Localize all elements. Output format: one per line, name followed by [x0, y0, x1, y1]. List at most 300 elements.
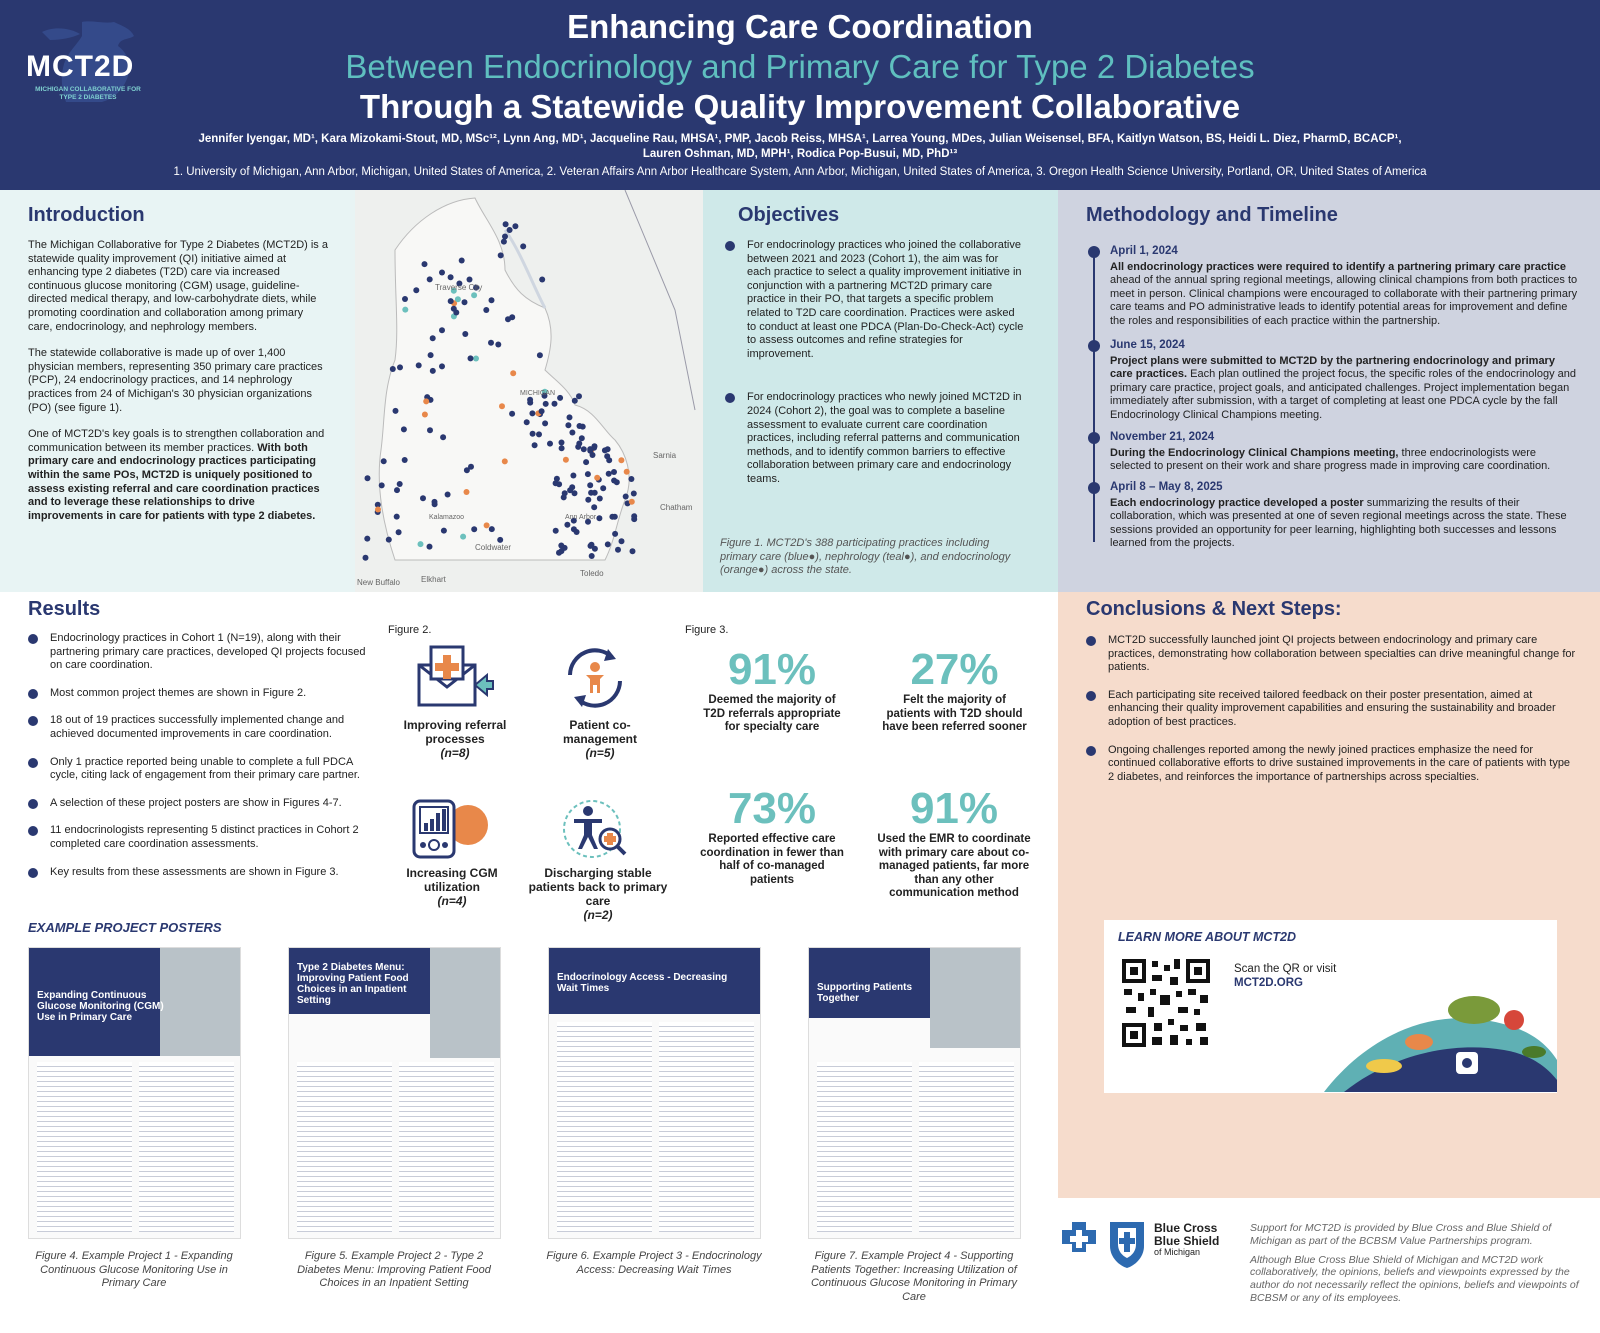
practice-dot	[628, 476, 634, 482]
timeline-marker	[1088, 482, 1100, 494]
practice-dot	[631, 491, 637, 497]
practice-dot	[561, 494, 567, 500]
timeline-marker	[1088, 246, 1100, 258]
practice-dot	[569, 430, 575, 436]
figure-7-caption: Figure 7. Example Project 4 - Supporting Patients Together: Increasing Utilization of Continuous Glucose Monitoring in Primary Care	[810, 1250, 1018, 1303]
practice-dot	[499, 403, 505, 409]
result-item	[28, 797, 368, 811]
practice-dot	[394, 487, 400, 493]
timeline-body: ahead of the annual spring regional meetings, allowing clinical champions from both practices to meet in person. Clinical champions were encouraged to collaborate with their partnering primary care teams and PO administrative leads to identify potential areas for improvement and define the roles and responsibilities of each practice within the partnership.	[1110, 274, 1578, 327]
practice-dot	[570, 473, 576, 479]
practice-dot	[630, 548, 636, 554]
practice-dot	[498, 252, 504, 258]
poster-text-column	[139, 1062, 234, 1232]
disclaimer	[1250, 1222, 1580, 1311]
figure-1-caption: Figure 1. MCT2D's 388 participating practices including primary care (blue●), nephrology (teal●), and endocrinology (orange●) across the state.	[720, 537, 1011, 576]
practice-dot	[623, 494, 629, 500]
result-text: 18 out of 19 practices successfully implemented change and achieved documented improvements in care coordination.	[50, 714, 345, 740]
disclaimer-paragraph: Support for MCT2D is provided by Blue Cross and Blue Shield of Michigan as part of the BCBSM Value Partnerships program.	[1250, 1222, 1552, 1247]
timeline-date: November 21, 2024	[1110, 431, 1215, 443]
practice-dot	[489, 297, 495, 303]
map-label: Sarnia	[653, 451, 677, 460]
objective-text: For endocrinology practices who joined the collaborative between 2021 and 2023 (Cohort 1), the aim was for each practice to select a quality improvement initiative in conjunction with a partnering MCT2D primary care practice in their PO, that targets a specific problem related to T2D care coordination. Practices were asked to conduct at least one PDCA (Plan-Do-Check-Act) cycle to assess outcomes and refine strategies for improvement.	[747, 239, 1024, 360]
practice-dot	[453, 310, 459, 316]
map-label: Traverse City	[435, 283, 483, 292]
result-item	[28, 756, 368, 783]
poster-title: Expanding Continuous Glucose Monitoring (CGM) Use in Primary Care	[37, 990, 164, 1023]
practice-dot	[510, 370, 516, 376]
objective-text: For endocrinology practices who newly joined MCT2D in 2024 (Cohort 2), the goal was to complete a baseline assessment to evaluate current care coordination practices, including referral patterns and communication methods, and to identify common barriers to effective collaboration between primary care and endocrinology teams.	[747, 391, 1022, 485]
practice-dot	[527, 400, 533, 406]
practice-dot	[547, 441, 553, 447]
stat-percent: 27%	[910, 645, 999, 694]
learn-more-title: LEARN MORE ABOUT MCT2D	[1118, 930, 1297, 944]
stat-block	[876, 785, 1032, 901]
practice-dot	[602, 447, 608, 453]
timeline-entry	[1110, 339, 1580, 423]
map-label: Toledo	[580, 569, 604, 578]
theme-caption	[545, 718, 655, 760]
practice-dot	[402, 307, 408, 313]
figure-5-caption: Figure 5. Example Project 2 - Type 2 Diabetes Menu: Improving Patient Food Choices in an Inpatient Setting	[297, 1250, 491, 1289]
practice-dot	[375, 507, 381, 513]
timeline-date: April 8 – May 8, 2025	[1110, 481, 1223, 493]
timeline-bold: Each endocrinology practice developed a poster	[1110, 496, 1364, 509]
practice-dot	[576, 393, 582, 399]
stat-percent: 73%	[727, 784, 817, 833]
timeline-body: Each plan outlined the project focus, the specific roles of the endocrinology and primary care practice, project goals, and anticipated challenges. Project implementation began immediately after submission, with a target of completing at least one PDCA cycle by the fall Endocrinology Clinical Champions meeting.	[1110, 368, 1576, 421]
intro-text: One of MCT2D's key goals is to strengthen collaboration and communication between its member practices.	[28, 428, 325, 454]
poster-title: Endocrinology Access - Decreasing Wait Times	[557, 972, 728, 994]
practice-dot	[588, 490, 594, 496]
practice-dot	[596, 515, 602, 521]
practice-dot	[422, 412, 428, 418]
stat-block	[882, 646, 1027, 735]
practice-dot	[618, 457, 624, 463]
timeline-bold: During the Endocrinology Clinical Champions meeting,	[1110, 446, 1399, 459]
authors-line-2: Lauren Oshman, MD, MPH¹, Rodica Pop-Busui, MD, PhD¹³	[642, 148, 958, 160]
timeline-line	[1093, 252, 1095, 542]
theme-label: Improving referral processes	[403, 718, 507, 746]
practice-dot	[619, 538, 625, 544]
stat-description: Used the EMR to coordinate with primary care about co-managed patients, far more than any other communication method	[877, 833, 1031, 899]
practice-dot	[483, 307, 489, 313]
practice-dot	[587, 482, 593, 488]
practice-dot	[427, 427, 433, 433]
disclaimer-paragraph: Although Blue Cross Blue Shield of Michigan and MCT2D work collaboratively, the opinions, beliefs and viewpoints expressed by the author do not necessarily reflect the opinions, beliefs and viewpoints of BCBSM or any of its employees.	[1250, 1253, 1579, 1304]
practice-dot	[484, 522, 490, 528]
theme-count: (n=4)	[437, 894, 467, 908]
conclusion-item	[1086, 689, 1576, 730]
practice-dot	[503, 221, 509, 227]
practice-dot	[631, 516, 637, 522]
theme-caption	[528, 866, 668, 922]
result-item	[28, 632, 368, 673]
practice-dot	[401, 426, 407, 432]
theme-count: (n=2)	[583, 908, 613, 922]
cgm-device-icon	[412, 797, 492, 859]
objectives-list	[725, 239, 1025, 501]
bullet-dot	[1086, 746, 1096, 756]
introduction-body	[28, 239, 328, 536]
practice-dot	[579, 435, 585, 441]
authors	[80, 132, 1520, 162]
bullet-dot	[28, 799, 38, 809]
practice-dot	[468, 355, 474, 361]
practice-dot	[390, 366, 396, 372]
practice-dot	[420, 495, 426, 501]
learn-more-card	[1104, 920, 1557, 1093]
practice-dot	[594, 475, 600, 481]
timeline-body: summarizing the results of their collaboration, which was presented at one of seven regional meetings across the state. These sessions provided an opportunity for peer learning, highlighting both successes and lessons learned from the projects.	[1110, 496, 1567, 550]
practice-dot	[574, 529, 580, 535]
practice-dot	[588, 543, 594, 549]
practice-dot	[488, 340, 494, 346]
result-item	[28, 687, 368, 701]
poster-title: Supporting Patients Together	[817, 982, 912, 1004]
bullet-dot	[28, 689, 38, 699]
practice-dot	[529, 410, 535, 416]
practice-dot	[430, 335, 436, 341]
stat-block	[702, 646, 842, 735]
stat-description: Deemed the majority of T2D referrals appropriate for specialty care	[703, 694, 841, 733]
practice-dot	[394, 514, 400, 520]
practice-dot	[402, 457, 408, 463]
poster-header	[0, 0, 1600, 190]
conclusion-item	[1086, 634, 1576, 675]
practice-dot	[509, 411, 515, 417]
practice-dot	[612, 531, 618, 537]
practice-dot	[364, 536, 370, 542]
timeline-entry	[1110, 481, 1580, 551]
result-text: A selection of these project posters are show in Figures 4-7.	[50, 796, 342, 809]
practice-dot	[575, 444, 581, 450]
result-item	[28, 866, 368, 880]
timeline-bold: All endocrinology practices were required to identify a partnering primary care practice	[1110, 260, 1567, 273]
practice-dot	[459, 258, 465, 264]
practice-dot	[552, 401, 558, 407]
theme-caption	[392, 718, 518, 760]
example-posters-title: EXAMPLE PROJECT POSTERS	[28, 920, 222, 935]
results-title: Results	[28, 598, 101, 620]
result-text: 11 endocrinologists representing 5 distinct practices in Cohort 2 completed care coordination assessments.	[50, 824, 359, 850]
map-label: Ann Arbor	[565, 514, 597, 521]
practice-dot	[539, 408, 545, 414]
practice-dot	[512, 223, 518, 229]
practice-dot	[497, 537, 503, 543]
title-line-1: Enhancing Care Coordination	[567, 8, 1033, 45]
practice-dot	[471, 526, 477, 532]
example-poster-3	[548, 947, 761, 1239]
map-label: Chatham	[660, 503, 693, 512]
practice-dot	[445, 492, 451, 498]
intro-paragraph: The Michigan Collaborative for Type 2 Diabetes (MCT2D) is a statewide quality improvement (QI) initiative aimed at enhancing type 2 diabetes (T2D) care via increased continuous glucose monitoring (CGM) usage, guideline-directed medical therapy, and low-carbohydrate diets, while promoting coordination and collaboration among primary care, endocrinology, and nephrology members.	[28, 239, 328, 333]
timeline-text	[1110, 261, 1580, 329]
authors-line-1: Jennifer Iyengar, MD¹, Kara Mizokami-Stout, MD, MSc¹², Lynn Ang, MD¹, Jacqueline Rau, MHSA¹, PMP, Jacob Reiss, MHSA¹, Larrea Young, MDes, Julian Weisensel, BFA, Kaitlyn Watson, BS, Heidi L. Diez, PharmD, BCACP¹,	[198, 133, 1402, 145]
practice-dot	[624, 469, 630, 475]
practice-dot	[559, 445, 565, 451]
results-list	[28, 632, 368, 893]
result-text: Endocrinology practices in Cohort 1 (N=19), along with their partnering primary care practices, developed QI projects focused on care coordination.	[50, 632, 366, 672]
example-poster-1	[28, 947, 241, 1239]
logo-subtitle: MICHIGAN COLLABORATIVE FOR TYPE 2 DIABETES	[35, 86, 141, 101]
practice-dot	[502, 234, 508, 240]
conclusion-text: Each participating site received tailored feedback on their poster presentation, aimed at enhancing their quality improvement capabilities and ensuring the sustainability and broader adoption of best practices.	[1108, 688, 1556, 728]
practice-dot	[448, 274, 454, 280]
poster-text-column	[557, 1022, 652, 1232]
practice-dot	[430, 368, 436, 374]
theme-caption	[392, 866, 512, 908]
practice-dot	[397, 364, 403, 370]
timeline-marker	[1088, 432, 1100, 444]
stat-description: Reported effective care coordination in fewer than half of co-managed patients	[700, 833, 844, 886]
conclusions-title: Conclusions & Next Steps:	[1086, 598, 1342, 620]
timeline-date: June 15, 2024	[1110, 339, 1185, 351]
practice-dot	[585, 471, 591, 477]
practice-dot	[539, 277, 545, 283]
practice-dot	[606, 471, 612, 477]
practice-dot	[455, 296, 461, 302]
practice-dot	[559, 440, 565, 446]
timeline-body: three endocrinologists were selected to present on their work and share progress made in improving care coordination.	[1110, 446, 1551, 473]
poster-text-column	[919, 1062, 1014, 1232]
practice-dot	[416, 362, 422, 368]
figure-3-label: Figure 3.	[685, 624, 729, 636]
practice-dot	[615, 547, 621, 553]
practice-dot	[468, 464, 474, 470]
practice-dot	[439, 270, 445, 276]
bullet-dot	[28, 634, 38, 644]
practice-dot	[580, 424, 586, 430]
practice-dot	[606, 457, 612, 463]
practice-dot	[583, 459, 589, 465]
timeline-date: April 1, 2024	[1110, 245, 1178, 257]
qr-code-icon[interactable]	[1120, 957, 1212, 1049]
practice-dot	[557, 395, 563, 401]
result-text: Key results from these assessments are shown in Figure 3.	[50, 865, 339, 878]
practice-dot	[524, 419, 530, 425]
result-item	[28, 714, 368, 741]
theme-label: Discharging stable patients back to primary care	[528, 866, 668, 908]
practice-dot	[562, 545, 568, 551]
bcbs-name-line: Blue Shield	[1154, 1233, 1220, 1248]
bullet-dot	[725, 241, 735, 251]
practice-dot	[581, 446, 587, 452]
practice-dot	[432, 501, 438, 507]
timeline-entry	[1110, 431, 1580, 474]
learn-more-text	[1234, 962, 1336, 990]
practice-dot	[537, 352, 543, 358]
practice-dot	[629, 499, 635, 505]
stat-percent: 91%	[909, 784, 999, 833]
poster-text-column	[399, 1062, 494, 1232]
practice-dot	[460, 534, 466, 540]
practice-dot	[589, 553, 595, 559]
stat-block	[698, 785, 846, 887]
poster-text-column	[659, 1022, 754, 1232]
practice-dot	[423, 398, 429, 404]
practice-dot	[572, 398, 578, 404]
practice-dot	[501, 239, 507, 245]
conclusion-text: Ongoing challenges reported among the newly joined practices emphasize the need for continued collaborative efforts to drive sustained improvements in the care of patients with type 2 diabetes, and reinforces the importance of partnerships across specialties.	[1108, 743, 1571, 783]
practice-dot	[564, 522, 570, 528]
co-management-cycle-icon	[560, 645, 630, 711]
practice-dot	[473, 356, 479, 362]
practice-dot	[611, 469, 617, 475]
introduction-section	[0, 190, 355, 592]
bcbs-subtitle: of Michigan	[1154, 1247, 1201, 1257]
practice-dot	[605, 541, 611, 547]
practice-dot	[462, 299, 468, 305]
referral-envelope-icon	[415, 645, 495, 711]
practice-dot	[507, 227, 513, 233]
practice-dot	[611, 478, 617, 484]
practice-dot	[379, 482, 385, 488]
bullet-dot	[28, 716, 38, 726]
practice-dot	[422, 261, 428, 267]
practice-dot	[467, 277, 473, 283]
timeline-entry	[1110, 245, 1580, 329]
title-line-3: Through a Statewide Quality Improvement Collaborative	[359, 88, 1241, 125]
stat-description: Felt the majority of patients with T2D should have been referred sooner	[882, 694, 1027, 733]
poster-text-column	[817, 1062, 912, 1232]
practice-dot	[591, 504, 597, 510]
practice-dot	[536, 431, 542, 437]
conclusions-section	[1058, 592, 1600, 1198]
practice-dot	[495, 342, 501, 348]
poster-photo	[160, 948, 240, 1056]
practice-dot	[441, 528, 447, 534]
bullet-dot	[725, 393, 735, 403]
practice-dot	[567, 414, 573, 420]
practice-dot	[585, 497, 591, 503]
poster-title: Type 2 Diabetes Menu: Improving Patient Food Choices in an Inpatient Setting	[297, 962, 409, 1006]
practice-dot	[439, 363, 445, 369]
practice-dot	[418, 541, 424, 547]
methodology-title: Methodology and Timeline	[1086, 204, 1338, 226]
practice-dot	[439, 327, 445, 333]
practice-dot	[365, 475, 371, 481]
practice-dot	[489, 526, 495, 532]
bullet-dot	[28, 826, 38, 836]
logo-text: MCT2D	[26, 50, 135, 83]
objectives-title: Objectives	[738, 204, 840, 226]
timeline-text	[1110, 497, 1580, 551]
theme-count: (n=8)	[440, 746, 470, 760]
practice-dot	[397, 481, 403, 487]
result-item	[28, 824, 368, 851]
map-graphic	[355, 190, 703, 592]
practice-dot	[587, 446, 593, 452]
practice-dot	[396, 529, 402, 535]
conclusion-item	[1086, 744, 1576, 785]
practice-dot	[381, 458, 387, 464]
practice-dot	[569, 484, 575, 490]
theme-label: Patient co-management	[562, 718, 638, 746]
food-illustration-icon	[1324, 980, 1557, 1092]
timeline-bold: Project plans were submitted to MCT2D by the partnering endocrinology and primary care practices.	[1110, 354, 1555, 381]
practice-dot	[609, 514, 615, 520]
practice-dot	[427, 544, 433, 550]
timeline-text	[1110, 355, 1580, 423]
theme-label: Increasing CGM utilization	[406, 866, 498, 894]
example-poster-4	[808, 947, 1021, 1239]
intro-paragraph: The statewide collaborative is made up of over 1,400 physician members, representing 350 primary care practices (PCP), 24 endocrinology practices, and 14 nephrology practices from 24 of Michigan's 30 physician organizations (PO) (see figure 1).	[28, 347, 323, 414]
practice-dot	[502, 458, 508, 464]
practice-dot	[386, 537, 392, 543]
objectives-section	[703, 190, 1058, 592]
map-label: MICHIGAN	[520, 390, 555, 397]
timeline-text	[1110, 447, 1580, 474]
bcbs-name-line: Blue Cross	[1154, 1221, 1218, 1235]
practice-dot	[597, 496, 603, 502]
practice-dot	[440, 434, 446, 440]
practice-dot	[553, 528, 559, 534]
practice-dot	[393, 408, 399, 414]
discharge-patient-icon	[560, 797, 632, 863]
conclusion-text: MCT2D successfully launched joint QI projects between endocrinology and primary care practices, demonstrating how collaboration between specialties can drive meaningful change for patients.	[1108, 634, 1576, 674]
introduction-title: Introduction	[28, 204, 145, 226]
timeline-marker	[1088, 340, 1100, 352]
bullet-dot	[1086, 636, 1096, 646]
practice-dot	[402, 296, 408, 302]
michigan-practices-map	[355, 190, 703, 592]
bcbs-logo-icon	[1058, 1220, 1148, 1270]
practice-dot	[448, 298, 454, 304]
scan-instruction: Scan the QR or visit	[1234, 963, 1337, 975]
practice-dot	[563, 457, 569, 463]
practice-dot	[590, 452, 596, 458]
intro-bold-text: With both primary care and endocrinology practices participating within the same POs, MCT2D is uniquely positioned to assess existing referral and care coordination practices and to leverage these relationships to drive improvements in care for patients with type 2 diabetes.	[28, 441, 320, 522]
map-label: Kalamazoo	[429, 514, 465, 521]
practice-dot	[565, 422, 571, 428]
affiliations: 1. University of Michigan, Ann Arbor, Michigan, United States of America, 2. Veteran Affairs Ann Arbor Healthcare System, Ann Arbor, Michigan, United States of America, 3. Oregon Health Science University, Portland, OR, United States of America	[173, 166, 1427, 178]
stat-percent: 91%	[727, 645, 817, 694]
poster-photo	[430, 948, 500, 1058]
objective-item	[725, 239, 1025, 361]
practice-dot	[413, 287, 419, 293]
result-text: Most common project themes are shown in Figure 2.	[50, 686, 307, 699]
practice-dot	[428, 352, 434, 358]
bcbs-name	[1154, 1222, 1219, 1247]
practice-dot	[520, 243, 526, 249]
practice-dot	[556, 481, 562, 487]
practice-dot	[363, 555, 369, 561]
practice-dot	[532, 442, 538, 448]
practice-dot	[542, 420, 548, 426]
practice-dot	[530, 431, 536, 437]
objective-item	[725, 391, 1025, 486]
theme-count: (n=5)	[585, 746, 615, 760]
map-label: Elkhart	[421, 575, 446, 584]
intro-paragraph	[28, 428, 328, 523]
figure-2-label: Figure 2.	[388, 624, 432, 636]
poster-text-column	[37, 1062, 132, 1232]
practice-dot	[543, 401, 549, 407]
practice-dot	[427, 276, 433, 282]
result-text: Only 1 practice reported being unable to complete a full PDCA cycle, citing lack of engagement from their primary care partner.	[50, 755, 360, 782]
poster-text-column	[297, 1062, 392, 1232]
map-label: New Buffalo	[357, 578, 400, 587]
map-label: Coldwater	[475, 543, 512, 552]
practice-dot	[509, 314, 515, 320]
bullet-dot	[28, 758, 38, 768]
title-line-2: Between Endocrinology and Primary Care for Type 2 Diabetes	[345, 48, 1255, 85]
bullet-dot	[1086, 691, 1096, 701]
bullet-dot	[28, 868, 38, 878]
website-link[interactable]: MCT2D.ORG	[1234, 977, 1303, 989]
practice-dot	[462, 331, 468, 337]
